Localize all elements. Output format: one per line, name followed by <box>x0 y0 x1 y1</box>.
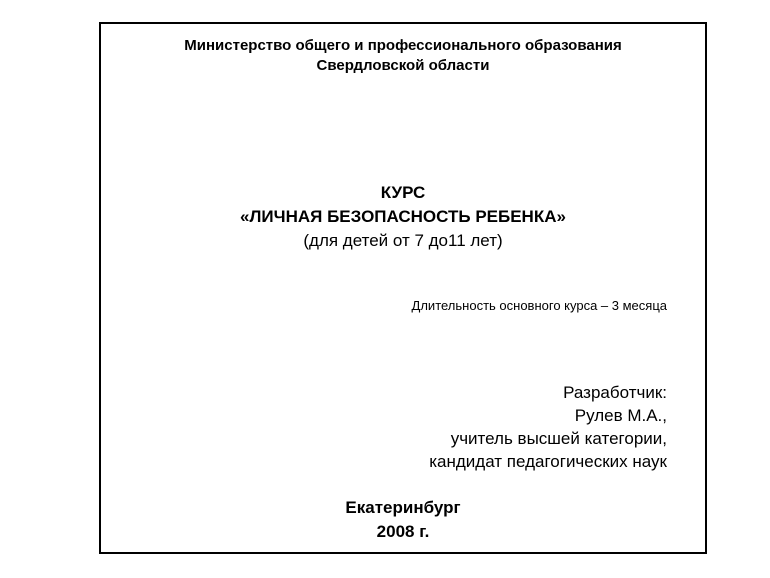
course-subtitle: (для детей от 7 до11 лет) <box>303 231 503 250</box>
developer-block <box>429 381 667 473</box>
title-page-frame <box>99 22 707 554</box>
ministry-header <box>101 36 705 76</box>
course-title: «ЛИЧНАЯ БЕЗОПАСНОСТЬ РЕБЕНКА» <box>240 207 566 226</box>
course-duration: Длительность основного курса – 3 месяца <box>411 298 667 313</box>
developer-degree: кандидат педагогических наук <box>429 452 667 471</box>
footer-city: Екатеринбург <box>345 498 461 517</box>
developer-label: Разработчик: <box>563 383 667 402</box>
ministry-line-2: Свердловской области <box>316 57 490 74</box>
course-block <box>101 181 705 253</box>
ministry-line-1: Министерство общего и профессионального образования <box>184 37 622 54</box>
developer-position: учитель высшей категории, <box>450 429 667 448</box>
footer-year: 2008 г. <box>376 522 430 541</box>
developer-name: Рулев М.А., <box>574 406 667 425</box>
footer-block <box>101 496 705 544</box>
course-label: КУРС <box>380 183 426 202</box>
